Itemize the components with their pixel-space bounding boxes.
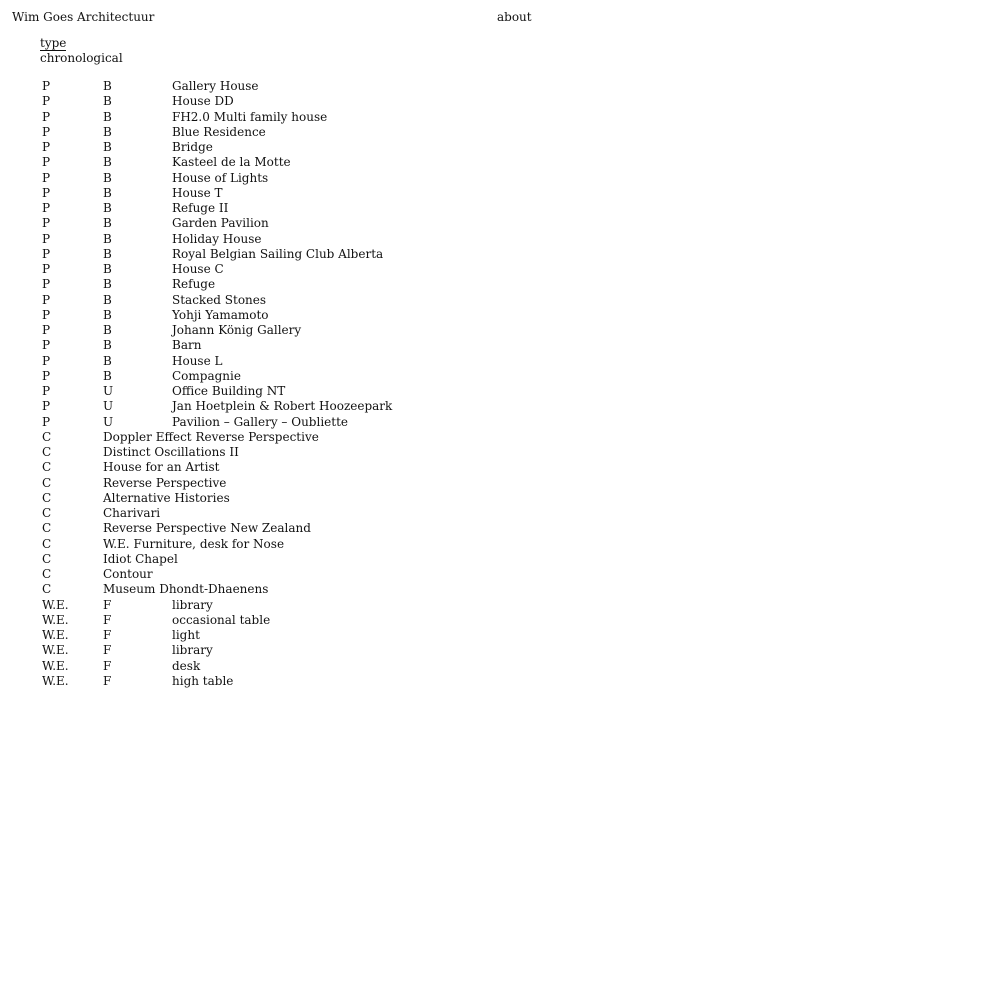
project-row[interactable]	[42, 247, 462, 262]
project-type: W.E.	[42, 628, 69, 642]
project-subtype: B	[103, 109, 112, 124]
project-name: Holiday House	[172, 231, 262, 246]
project-type: P	[42, 368, 51, 383]
project-type: P	[42, 94, 51, 109]
project-type: P	[42, 185, 51, 200]
project-type: P	[42, 155, 51, 170]
project-name: Blue Residence	[172, 124, 266, 139]
project-name: Yohji Yamamoto	[172, 307, 269, 322]
project-row[interactable]	[42, 293, 462, 308]
project-subtype: B	[103, 185, 112, 200]
sort-option-type[interactable]: type	[40, 36, 67, 50]
project-subtype: B	[103, 277, 112, 292]
project-name: light	[172, 628, 200, 642]
project-name: Idiot Chapel	[103, 551, 178, 566]
project-type: P	[42, 231, 51, 246]
project-name: House for an Artist	[103, 460, 220, 475]
project-name: Doppler Effect Reverse Perspective	[103, 429, 319, 444]
project-type: P	[42, 124, 51, 139]
project-subtype: U	[103, 399, 114, 414]
project-type: P	[42, 323, 51, 337]
project-name: Stacked Stones	[172, 292, 267, 307]
project-subtype: F	[103, 597, 112, 612]
project-row[interactable]	[42, 140, 462, 155]
project-row[interactable]	[42, 338, 462, 353]
project-subtype: B	[103, 79, 112, 93]
project-row[interactable]	[42, 521, 462, 536]
project-type: P	[42, 140, 51, 154]
project-row[interactable]	[42, 491, 462, 506]
project-name: Johann König Gallery	[172, 323, 302, 337]
project-type: P	[42, 277, 51, 292]
project-name: House C	[172, 262, 224, 276]
project-subtype: U	[103, 414, 114, 429]
project-type: P	[42, 307, 51, 322]
project-subtype: B	[103, 323, 112, 337]
project-subtype: U	[103, 384, 114, 398]
project-row[interactable]	[42, 430, 462, 445]
project-type: C	[42, 567, 52, 581]
project-type: P	[42, 201, 51, 215]
project-name: Museum Dhondt-Dhaenens	[103, 582, 269, 597]
project-row[interactable]	[42, 201, 462, 216]
project-name: Compagnie	[172, 368, 241, 383]
sort-option-type-wrap	[40, 36, 123, 51]
project-name: Reverse Perspective	[103, 475, 227, 490]
project-name: FH2.0 Multi family house	[172, 109, 328, 124]
project-row[interactable]	[42, 216, 462, 231]
project-subtype: B	[103, 155, 112, 170]
project-row[interactable]	[42, 323, 462, 338]
project-name: Barn	[172, 338, 202, 353]
project-name: Reverse Perspective New Zealand	[103, 521, 311, 536]
project-name: Charivari	[103, 506, 161, 520]
project-row[interactable]	[42, 567, 462, 582]
project-row[interactable]	[42, 277, 462, 292]
project-name: high table	[172, 673, 234, 688]
project-subtype: B	[103, 292, 112, 307]
project-name: desk	[172, 658, 201, 673]
project-type: C	[42, 445, 52, 459]
project-subtype: B	[103, 201, 112, 215]
project-name: Refuge II	[172, 201, 229, 215]
project-row[interactable]	[42, 643, 462, 658]
project-name: occasional table	[172, 612, 271, 627]
project-row[interactable]	[42, 262, 462, 277]
project-type: P	[42, 414, 51, 429]
project-row[interactable]	[42, 232, 462, 247]
project-name: Kasteel de la Motte	[172, 155, 291, 170]
project-type: C	[42, 460, 52, 475]
project-type: P	[42, 384, 51, 398]
project-row[interactable]	[42, 582, 462, 597]
project-subtype: B	[103, 140, 112, 154]
project-type: P	[42, 399, 51, 414]
project-row[interactable]	[42, 445, 462, 460]
project-subtype: B	[103, 124, 112, 139]
project-name: House L	[172, 353, 223, 368]
project-subtype: B	[103, 262, 112, 276]
project-row[interactable]	[42, 628, 462, 643]
project-subtype: B	[103, 353, 112, 368]
project-row[interactable]	[42, 552, 462, 567]
project-row[interactable]	[42, 415, 462, 430]
project-subtype: F	[103, 673, 112, 688]
project-subtype: B	[103, 216, 112, 231]
project-type: C	[42, 506, 52, 520]
sort-controls	[40, 36, 123, 66]
sort-option-chronological[interactable]: chronological	[40, 51, 123, 66]
project-name: Refuge	[172, 277, 216, 292]
project-name: Garden Pavilion	[172, 216, 269, 231]
project-subtype: F	[103, 628, 112, 642]
project-type: P	[42, 216, 51, 231]
project-name: Office Building NT	[172, 384, 286, 398]
project-type: P	[42, 338, 51, 353]
project-name: W.E. Furniture, desk for Nose	[103, 536, 285, 551]
project-type: P	[42, 246, 51, 261]
project-name: Alternative Histories	[103, 490, 230, 505]
project-row[interactable]	[42, 384, 462, 399]
project-name: library	[172, 597, 213, 612]
project-name: House of Lights	[172, 170, 269, 185]
project-name: Contour	[103, 567, 153, 581]
project-name: Jan Hoetplein & Robert Hoozeepark	[172, 399, 393, 414]
project-type: C	[42, 536, 52, 551]
project-type: C	[42, 490, 52, 505]
project-row[interactable]	[42, 369, 462, 384]
project-list	[42, 79, 462, 689]
project-row[interactable]	[42, 399, 462, 414]
project-row[interactable]	[42, 79, 462, 94]
project-type: C	[42, 521, 52, 536]
project-subtype: B	[103, 94, 112, 109]
project-row[interactable]	[42, 659, 462, 674]
project-row[interactable]	[42, 613, 462, 628]
project-subtype: F	[103, 612, 112, 627]
project-row[interactable]	[42, 155, 462, 170]
project-row[interactable]	[42, 460, 462, 475]
project-row[interactable]	[42, 308, 462, 323]
project-row[interactable]	[42, 674, 462, 689]
project-row[interactable]	[42, 354, 462, 369]
project-name: Distinct Oscillations II	[103, 445, 239, 459]
project-row[interactable]	[42, 110, 462, 125]
project-row[interactable]	[42, 598, 462, 613]
project-name: Bridge	[172, 140, 213, 154]
project-type: P	[42, 262, 51, 276]
project-type: W.E.	[42, 643, 69, 658]
project-row[interactable]	[42, 94, 462, 109]
project-subtype: B	[103, 307, 112, 322]
project-type: C	[42, 475, 52, 490]
project-name: Gallery House	[172, 79, 259, 93]
project-name: Pavilion – Gallery – Oubliette	[172, 414, 348, 429]
project-subtype: B	[103, 231, 112, 246]
project-type: W.E.	[42, 658, 69, 673]
project-name: library	[172, 643, 213, 658]
project-row[interactable]	[42, 186, 462, 201]
project-subtype: B	[103, 246, 112, 261]
project-type: P	[42, 79, 51, 93]
project-type: P	[42, 292, 51, 307]
project-type: P	[42, 353, 51, 368]
project-row[interactable]	[42, 125, 462, 140]
project-type: W.E.	[42, 612, 69, 627]
site-title-link[interactable]: Wim Goes Architectuur	[12, 10, 155, 24]
project-subtype: F	[103, 658, 112, 673]
project-row[interactable]	[42, 506, 462, 521]
project-name: Royal Belgian Sailing Club Alberta	[172, 246, 384, 261]
project-subtype: B	[103, 170, 112, 185]
about-link[interactable]: about	[497, 10, 532, 24]
project-type: C	[42, 582, 52, 597]
project-type: W.E.	[42, 673, 69, 688]
project-name: House DD	[172, 94, 234, 109]
project-type: P	[42, 109, 51, 124]
project-row[interactable]	[42, 171, 462, 186]
project-subtype: F	[103, 643, 112, 658]
project-name: House T	[172, 185, 223, 200]
project-row[interactable]	[42, 537, 462, 552]
project-type: P	[42, 170, 51, 185]
project-type: W.E.	[42, 597, 69, 612]
project-subtype: B	[103, 338, 112, 353]
project-row[interactable]	[42, 476, 462, 491]
project-subtype: B	[103, 368, 112, 383]
project-type: C	[42, 551, 52, 566]
project-type: C	[42, 429, 52, 444]
